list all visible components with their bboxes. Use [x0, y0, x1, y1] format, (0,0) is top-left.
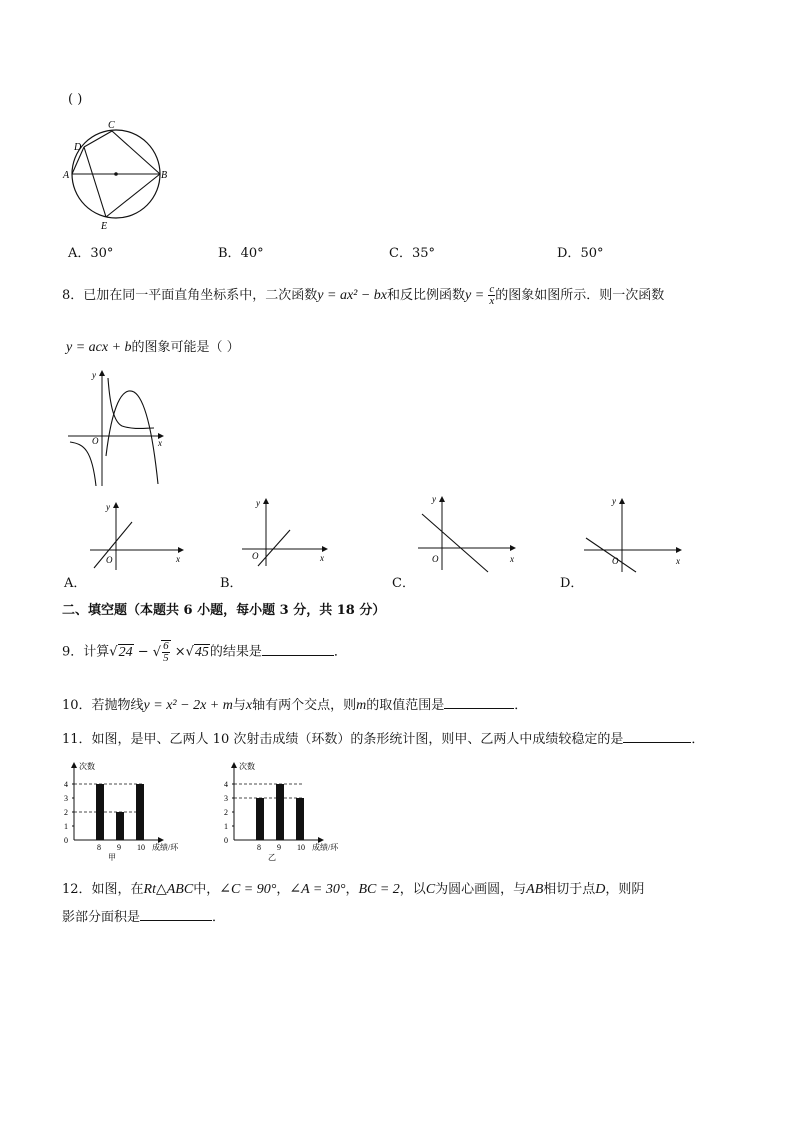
q8-b-x-label: x	[320, 553, 324, 563]
q9-sqrt2: √45	[185, 644, 209, 660]
q8-b-y-arrow	[263, 498, 269, 504]
q10-expr: y = x² − 2x + m	[143, 698, 233, 713]
q8-prefix: 8．已加在同一平面直角坐标系中，二次函数	[62, 288, 318, 303]
yi-ytick-4: 4	[224, 780, 228, 789]
jia-ytick-1: 1	[64, 822, 68, 831]
q7-label-e: E	[101, 221, 108, 232]
q11-answer-blank[interactable]	[623, 730, 691, 743]
q9-sqrt1-radicand: 24	[118, 644, 133, 660]
q7-option-b-value: 40°	[240, 246, 264, 261]
q8-a-x-label: x	[176, 554, 180, 564]
q11-end: ．	[691, 732, 705, 747]
q10-mid2: 轴有两个交点，则	[252, 698, 357, 713]
q8-parabola	[106, 391, 158, 484]
q7-answer-paren: ( )	[68, 92, 83, 107]
q12-line2: 影部分面积是	[62, 910, 141, 925]
q12-rt-triangle: Rt△ABC	[143, 882, 194, 897]
q11-chart-jia	[62, 758, 202, 862]
q7-option-d-key: D．	[557, 246, 581, 261]
q7-label-b: B	[161, 170, 168, 181]
yi-ytick-3: 3	[224, 794, 228, 803]
q10-end: ．	[514, 698, 528, 713]
q8-linear-expr: y = acx + b	[66, 340, 132, 355]
q8-b-x-arrow	[322, 546, 328, 552]
yi-xtick-8: 8	[257, 843, 261, 852]
q7-option-d-value: 50°	[580, 246, 604, 261]
yi-bar-9	[276, 784, 284, 840]
q7-chord-eb	[106, 174, 160, 217]
q8-main-y-arrow	[99, 370, 105, 376]
q7-chord-cb	[112, 131, 160, 174]
q7-chord-de	[84, 147, 106, 217]
q12-stem-line2	[62, 906, 225, 925]
q9-sqrt1: √24	[109, 644, 133, 660]
q12-p2: 中，	[193, 882, 220, 897]
q11-stem	[62, 728, 704, 747]
q10-suffix: 的取值范围是	[366, 698, 445, 713]
q11-text: 11．如图，是甲、乙两人 10 次射击成绩（环数）的条形统计图，则甲、乙两人中成绩较稳定的是	[62, 732, 624, 747]
q8-d-x-arrow	[676, 547, 682, 553]
q8-stem-line2	[66, 336, 240, 356]
q7-circle-figure	[60, 120, 170, 235]
yi-xlabel: 成绩/环	[312, 843, 339, 852]
q9-frac-num: 6	[163, 640, 169, 652]
q8-choice-a-label[interactable]: A．	[64, 576, 87, 591]
q8-mid: 和反比例函数	[387, 288, 466, 303]
yi-y-arrow	[231, 762, 237, 768]
q9-sqrt-frac: √ $\frac{6}{5}$	[152, 640, 169, 664]
section2-title: 二、填空题（本题共 6 小题，每小题 3 分，共 18 分）	[62, 603, 386, 618]
yi-ytick-2: 2	[224, 808, 228, 817]
q7-label-a: A	[63, 170, 70, 181]
q10-answer-blank[interactable]	[444, 696, 514, 709]
q9-answer-blank[interactable]	[262, 643, 334, 656]
q8-hyperbola-branch-left	[70, 442, 96, 486]
q8-c-x-arrow	[510, 545, 516, 551]
jia-ytick-2: 2	[64, 808, 68, 817]
jia-ytick-0: 0	[64, 836, 68, 845]
q7-option-b[interactable]	[218, 242, 264, 261]
q7-option-a-key: A．	[68, 246, 91, 261]
jia-y-arrow	[71, 762, 77, 768]
q12-cond3: BC = 2	[358, 882, 400, 897]
yi-xtick-9: 9	[277, 843, 281, 852]
q9-end: ．	[333, 644, 347, 660]
q9-times: ×	[174, 644, 186, 660]
q9-stem	[62, 640, 347, 664]
q8-choice-c-label[interactable]: C．	[392, 576, 415, 591]
yi-ytick-1: 1	[224, 822, 228, 831]
q9-sqrt2-radicand: 45	[194, 644, 209, 660]
q9-prefix: 9．计算	[62, 644, 110, 660]
jia-ylabel: 次数	[79, 762, 95, 771]
q8-choice-d-graph[interactable]	[580, 494, 690, 574]
q7-option-b-key: B．	[218, 246, 241, 261]
q8-main-y-label: y	[92, 370, 96, 380]
q8-stem-line1	[62, 284, 664, 307]
q8-d-origin: O	[612, 556, 619, 566]
q8-d-line	[586, 538, 636, 572]
jia-title: 甲	[108, 853, 116, 862]
jia-xtick-10: 10	[137, 843, 145, 852]
q10-prefix: 10．若抛物线	[62, 698, 144, 713]
jia-ytick-3: 3	[64, 794, 68, 803]
q10-var-m: m	[356, 698, 367, 713]
jia-xtick-9: 9	[117, 843, 121, 852]
q12-cond2: ∠A = 30°	[289, 882, 346, 897]
q7-option-c[interactable]	[389, 242, 435, 261]
q8-choice-b-label[interactable]: B．	[220, 576, 243, 591]
q8-d-y-label: y	[612, 496, 616, 506]
yi-title: 乙	[268, 853, 276, 862]
yi-ylabel: 次数	[239, 762, 255, 771]
q12-segment-ab: AB	[526, 882, 544, 897]
q8-choice-c-graph[interactable]	[414, 492, 524, 572]
q7-label-c: C	[108, 120, 115, 131]
q8-a-origin: O	[106, 555, 113, 565]
q8-a-y-label: y	[106, 502, 110, 512]
q11-chart-yi	[222, 758, 362, 862]
jia-bar-9	[116, 812, 124, 840]
q8-main-x-label: x	[158, 438, 162, 448]
q12-point-d: D	[595, 882, 606, 897]
q12-sep1: ，	[276, 882, 290, 897]
q8-quadratic: y = ax² − bx	[317, 288, 388, 303]
q7-option-d[interactable]	[557, 242, 603, 261]
q9-frac-den: 5	[163, 652, 169, 664]
q8-line2-text: 的图象可能是（ ）	[131, 340, 240, 355]
q8-inverse-lhs: y =	[465, 288, 485, 303]
yi-ytick-0: 0	[224, 836, 228, 845]
q12-answer-blank[interactable]	[140, 908, 212, 921]
jia-ytick-4: 4	[64, 780, 68, 789]
q8-choice-b-graph[interactable]	[238, 496, 338, 568]
q9-minus: −	[137, 644, 149, 660]
q8-b-origin: O	[252, 551, 259, 561]
q9-frac	[161, 640, 171, 664]
q8-a-y-arrow	[113, 502, 119, 508]
yi-xtick-10: 10	[297, 843, 305, 852]
yi-bar-10	[296, 798, 304, 840]
q8-main-origin: O	[92, 436, 99, 446]
q10-stem	[62, 694, 527, 714]
q8-fraction-den: x	[489, 295, 495, 307]
q12-cond1: ∠C = 90°	[219, 882, 277, 897]
q8-fraction-num: c	[489, 283, 495, 295]
q8-choice-a-graph[interactable]	[86, 500, 186, 572]
q8-c-y-arrow	[439, 496, 445, 502]
q7-center-dot	[114, 172, 118, 176]
q8-a-x-arrow	[178, 547, 184, 553]
q12-end: ．	[212, 910, 226, 925]
q8-c-y-label: y	[432, 494, 436, 504]
q10-var-x: x	[245, 698, 253, 713]
q8-a-line	[94, 522, 132, 568]
q12-stem-line1	[62, 878, 644, 898]
q8-choice-d-label[interactable]: D．	[560, 576, 584, 591]
q7-option-a[interactable]	[68, 242, 113, 261]
q7-option-a-value: 30°	[90, 246, 114, 261]
q8-d-y-arrow	[619, 498, 625, 504]
q12-p3: ，以	[399, 882, 426, 897]
q8-c-x-label: x	[510, 554, 514, 564]
q10-mid1: 与	[232, 698, 246, 713]
jia-xlabel: 成绩/环	[152, 843, 179, 852]
q12-sep2: ，	[345, 882, 359, 897]
q7-label-d: D	[74, 142, 82, 153]
q8-suffix: 的图象如图所示．则一次函数	[495, 288, 665, 303]
q8-main-graph	[62, 366, 172, 490]
q8-hyperbola-branch-right	[108, 378, 154, 429]
q12-p6: ，则阴	[605, 882, 645, 897]
q8-c-origin: O	[432, 554, 439, 564]
q7-option-c-key: C．	[389, 246, 412, 261]
yi-bar-8	[256, 798, 264, 840]
q7-option-c-value: 35°	[411, 246, 435, 261]
q8-b-line	[258, 530, 290, 566]
q12-p1: 12．如图，在	[62, 882, 144, 897]
q12-p4: 为圆心画圆，与	[435, 882, 527, 897]
q8-d-x-label: x	[676, 556, 680, 566]
q9-suffix: 的结果是	[209, 644, 262, 660]
jia-xtick-8: 8	[97, 843, 101, 852]
q8-b-y-label: y	[256, 498, 260, 508]
q12-p5: 相切于点	[543, 882, 596, 897]
q12-point-c: C	[425, 882, 436, 897]
